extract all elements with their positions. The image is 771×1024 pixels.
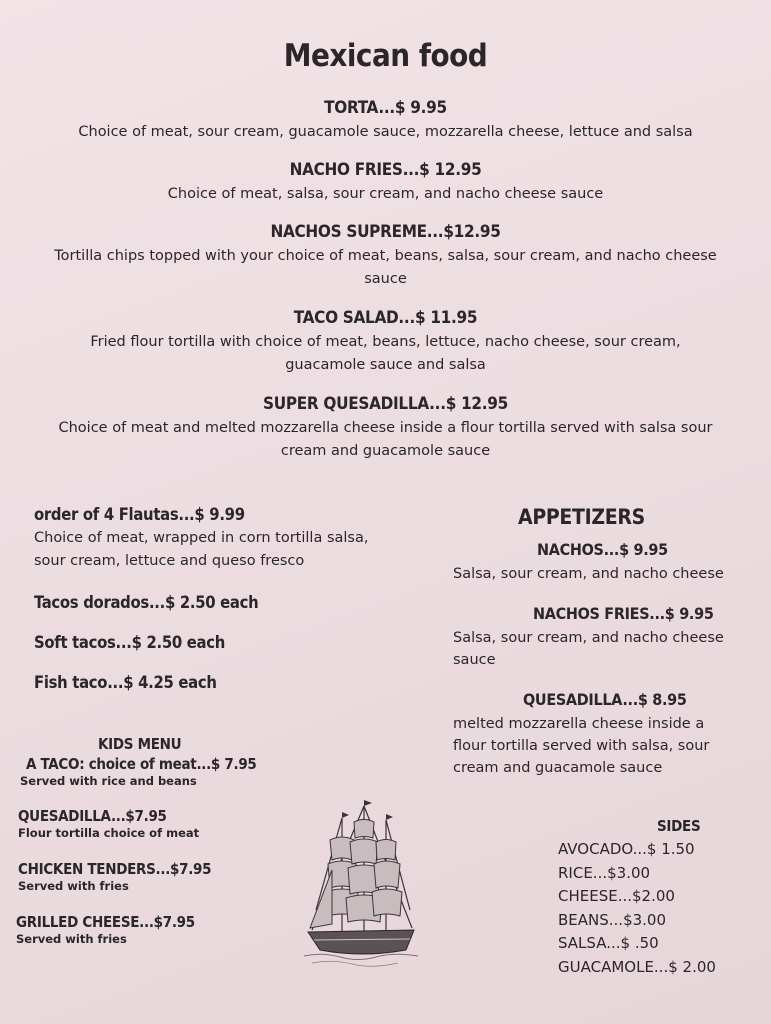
item-desc-line: Choice of meat and melted mozzarella cheese inside a flour tortilla served with salsa sour (58, 420, 713, 436)
item-desc-line: sauce (364, 271, 407, 287)
side-item-guacamole: GUACAMOLE...$ 2.00 (558, 957, 716, 976)
item-desc-line: Salsa, sour cream, and nacho cheese (453, 566, 724, 582)
sides-list (558, 838, 716, 979)
menu-item-flautas (34, 505, 414, 573)
kids-item-grilled-cheese (16, 913, 195, 946)
item-sub: Served with fries (18, 879, 129, 893)
item-desc-line: cream and guacamole sauce (280, 443, 491, 459)
item-name: QUESADILLA...$7.95 (18, 807, 167, 825)
item-desc-line: cream and guacamole sauce (453, 760, 663, 776)
sides-title: SIDES (657, 817, 701, 835)
item-name: NACHOS SUPREME...$12.95 (270, 222, 501, 242)
item-desc-line: Tortilla chips topped with your choice of meat, beans, salsa, sour cream, and nacho cheese (54, 248, 717, 264)
item-desc-line: melted mozzarella cheese inside a (453, 716, 705, 732)
menu-item-tacos-dorados: Tacos dorados...$ 2.50 each (34, 593, 259, 612)
menu-item-fish-taco: Fish taco...$ 4.25 each (34, 673, 217, 692)
item-name: SUPER QUESADILLA...$ 12.95 (263, 394, 508, 414)
item-desc-line: Choice of meat, sour cream, guacamole sauce, mozzarella cheese, lettuce and salsa (78, 124, 693, 140)
kids-item-chicken-tenders (18, 860, 211, 893)
item-name: QUESADILLA...$ 8.95 (523, 690, 687, 709)
item-sub: Served with fries (16, 932, 127, 946)
kids-item-quesadilla (18, 807, 199, 840)
item-desc-line: sour cream, lettuce and queso fresco (34, 553, 305, 569)
menu-item-torta (20, 98, 751, 144)
kids-item-taco (20, 755, 257, 788)
side-item-beans: BEANS...$3.00 (558, 910, 667, 929)
menu-item-nachos-supreme (20, 222, 751, 291)
item-desc-line: guacamole sauce and salsa (285, 357, 486, 373)
item-name: order of 4 Flautas...$ 9.99 (34, 505, 245, 524)
item-sub: Flour tortilla choice of meat (18, 826, 200, 840)
sailing-ship-icon (302, 800, 420, 970)
item-sub: Served with rice and beans (20, 774, 197, 788)
item-name: NACHOS...$ 9.95 (537, 540, 668, 559)
side-item-cheese: CHEESE...$2.00 (558, 887, 675, 905)
kids-menu-title: KIDS MENU (98, 735, 182, 753)
item-name: TACO SALAD...$ 11.95 (293, 308, 478, 328)
item-name: TORTA...$ 9.95 (324, 98, 447, 118)
menu-item-soft-tacos: Soft tacos...$ 2.50 each (34, 633, 226, 652)
item-name: NACHO FRIES...$ 12.95 (289, 160, 482, 180)
item-desc-line: flour tortilla served with salsa, sour (453, 738, 710, 754)
side-item-salsa: SALSA...$ .50 (558, 934, 659, 952)
item-desc-line: Choice of meat, salsa, sour cream, and nacho cheese sauce (167, 186, 604, 202)
side-item-avocado: AVOCADO...$ 1.50 (558, 840, 695, 858)
page-title: Mexican food (283, 38, 488, 74)
side-item-rice: RICE...$3.00 (558, 863, 651, 882)
menu-item-super-quesadilla (20, 394, 751, 463)
appetizers-title: APPETIZERS (518, 505, 645, 529)
item-name: A TACO: choice of meat...$ 7.95 (26, 755, 257, 773)
appetizer-item-quesadilla (453, 690, 763, 779)
item-desc-line: sauce (453, 652, 496, 668)
item-desc-line: Salsa, sour cream, and nacho cheese (453, 630, 724, 646)
appetizer-item-nachos-fries (453, 604, 763, 671)
item-name: CHICKEN TENDERS...$7.95 (18, 860, 212, 878)
item-desc-line: Fried flour tortilla with choice of meat, beans, lettuce, nacho cheese, sour cream, (90, 334, 681, 350)
menu-item-taco-salad (20, 308, 751, 377)
item-name: GRILLED CHEESE...$7.95 (16, 913, 195, 931)
appetizer-item-nachos (453, 540, 763, 585)
item-name: NACHOS FRIES...$ 9.95 (533, 604, 714, 623)
item-desc-line: Choice of meat, wrapped in corn tortilla salsa, (34, 530, 369, 546)
menu-item-nacho-fries (20, 160, 751, 206)
